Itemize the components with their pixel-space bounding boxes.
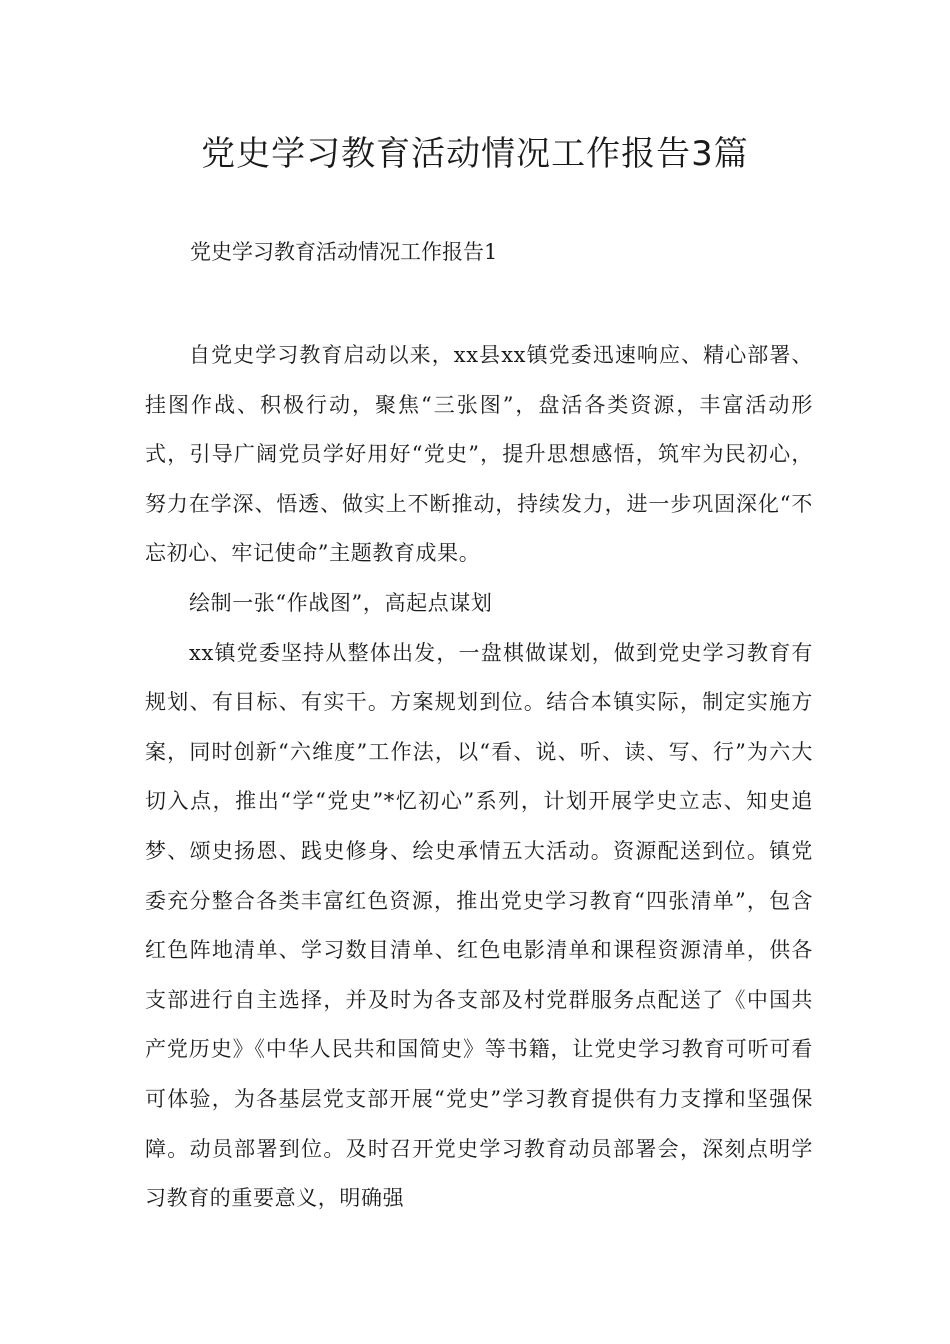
paragraph-heading: 绘制一张“作战图”，高起点谋划 bbox=[189, 590, 493, 615]
section-subtitle: 党史学习教育活动情况工作报告1 bbox=[190, 240, 498, 264]
document-title: 党史学习教育活动情况工作报告3篇 bbox=[201, 134, 749, 174]
paragraph-intro: 自党史学习教育启动以来，xx县xx镇党委迅速响应、精心部署、挂图作战、积极行动，聚焦“三张图”，盘活各类资源，丰富活动形式，引导广阔党员学好用好“党史”，提升思想感悟，筑牢为民初心，努力在学深、悟透、做实上不断推动，持续发力，进一步巩固深化“不忘初心、牢记使命”主题教育成果。 bbox=[145, 343, 813, 566]
body-text bbox=[145, 331, 813, 1224]
paragraph-plan: xx镇党委坚持从整体出发，一盘棋做谋划，做到党史学习教育有规划、有目标、有实干。方案规划到位。结合本镇实际，制定实施方案，同时创新“六维度”工作法，以“看、说、听、读、写、行”为六大切入点，推出“学“党史”*忆初心”系列，计划开展学史立志、知史追梦、颂史扬恩、践史修身、绘史承情五大活动。资源配送到位。镇党委充分整合各类丰富红色资源，推出党史学习教育“四张清单”，包含红色阵地清单、学习数目清单、红色电影清单和课程资源清单，供各支部进行自主选择，并及时为各支部及村党群服务点配送了《中国共产党历史》《中华人民共和国简史》等书籍，让党史学习教育可听可看可体验，为各基层党支部开展“党史”学习教育提供有力支撑和坚强保障。动员部署到位。及时召开党史学习教育动员部署会，深刻点明学习教育的重要意义，明确强 bbox=[145, 640, 813, 1211]
